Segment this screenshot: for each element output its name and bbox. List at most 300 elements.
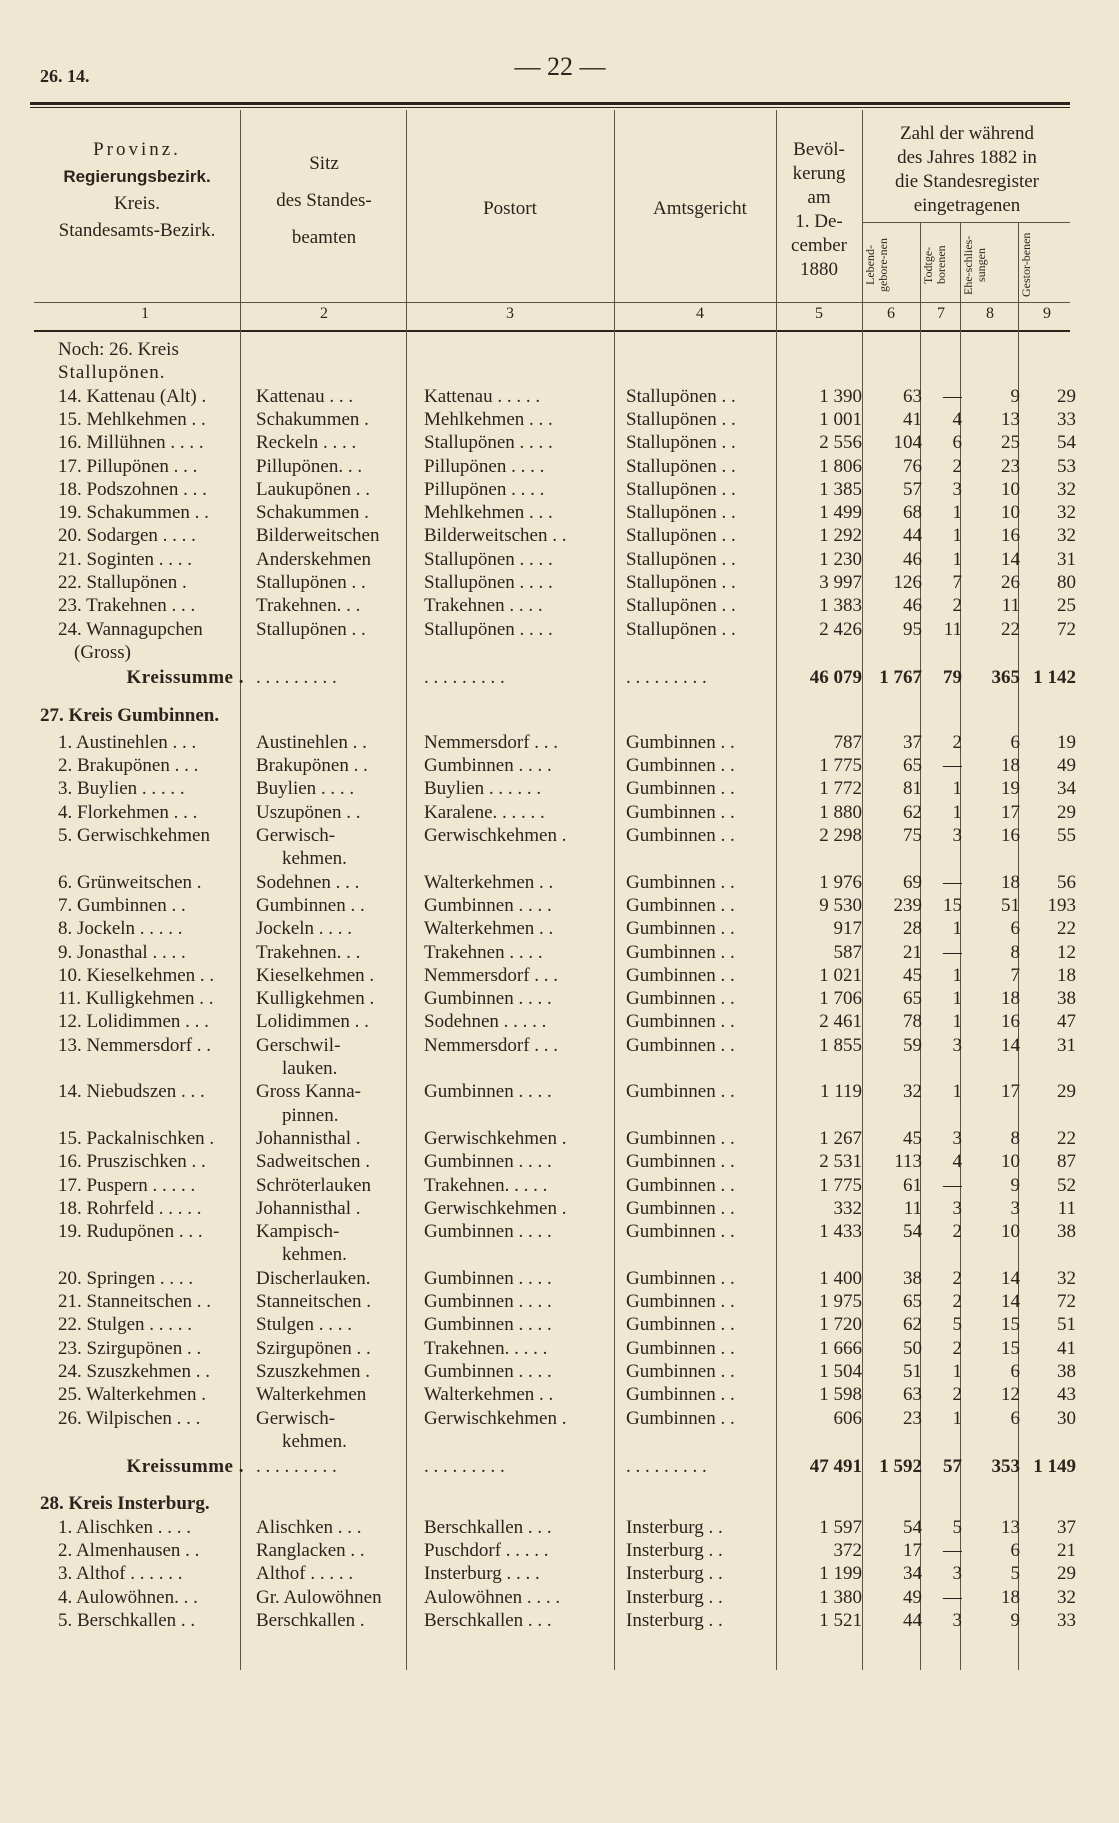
cell-amtsgericht: Insterburg . .: [626, 1540, 723, 1561]
cell-amtsgericht: Gumbinnen . .: [626, 1360, 735, 1382]
cell-sitz: Anderskehmen: [256, 548, 372, 570]
cell-standesamt: 12. Lolidimmen . . .: [58, 1011, 209, 1033]
colnum-3: 3: [506, 305, 514, 322]
cell-postort: Mehlkehmen . . .: [424, 502, 553, 524]
header-lebendgeborene: Lebend-gebore-nen: [863, 238, 890, 292]
cell-sitz-cont: lauken.: [282, 1058, 338, 1079]
section-title: Stallupönen.: [58, 362, 166, 384]
cell-postort: Gerwischkehmen .: [424, 1407, 567, 1429]
cell-amtsgericht: Gumbinnen . .: [626, 1221, 735, 1243]
cell-eheschliessungen: 18: [1001, 871, 1020, 893]
cell-todtgeborene: 2: [952, 455, 962, 477]
cell-gestorbene: 18: [1057, 964, 1076, 986]
table-row: [0, 618, 1119, 642]
table-row: [0, 987, 1119, 1011]
cell-todtgeborene: 1: [952, 502, 962, 524]
cell-gestorbene: 52: [1057, 1174, 1076, 1196]
table-row: [0, 894, 1119, 918]
cell-postort: Berschkallen . . .: [424, 1516, 552, 1538]
header-bev-1: Bevöl-: [793, 139, 845, 160]
cell-lebendgeborene: 49: [903, 1586, 922, 1608]
cell-gestorbene: 29: [1057, 1081, 1076, 1103]
header-bev-3: am: [807, 187, 831, 208]
cell-eheschliessungen: 5: [1010, 1563, 1020, 1585]
cell-sitz-cont: kehmen.: [282, 1430, 347, 1452]
cell-lebendgeborene: 44: [903, 525, 922, 547]
cell-todtgeborene: —: [943, 755, 962, 777]
cell-gestorbene: 37: [1057, 1516, 1076, 1538]
cell-amtsgericht: Gumbinnen . .: [626, 964, 735, 986]
cell-standesamt: 24. Szuszkehmen . .: [58, 1360, 210, 1382]
cell-gestorbene: 47: [1057, 1011, 1076, 1033]
cell-todtgeborene: —: [943, 385, 962, 407]
table-row: [0, 1609, 1119, 1633]
cell-todtgeborene: 2: [952, 595, 962, 617]
cell-amtsgericht: Gumbinnen . .: [626, 825, 735, 846]
cell-amtsgericht: Stallupönen . .: [626, 618, 736, 640]
cell-postort: Gumbinnen . . . .: [424, 894, 552, 916]
cell-lebendgeborene: 17: [903, 1540, 922, 1561]
cell-eheschliessungen: 10: [1001, 478, 1020, 500]
cell-amtsgericht: Stallupönen . .: [626, 525, 736, 547]
cell-gestorbene: 29: [1057, 801, 1076, 823]
cell-eheschliessungen: 18: [1001, 1586, 1020, 1608]
table-row: [0, 1010, 1119, 1034]
cell-postort: Nemmersdorf . . .: [424, 731, 559, 753]
cell-postort: Gumbinnen . . . .: [424, 1221, 552, 1243]
cell-sitz: Sodehnen . . .: [256, 871, 360, 893]
cell-amtsgericht: Stallupönen . .: [626, 408, 736, 430]
cell-sitz: Jockeln . . . .: [256, 918, 353, 940]
cell-todtgeborene: 3: [952, 1034, 962, 1056]
cell-todtgeborene: 3: [952, 825, 962, 846]
cell-amtsgericht: Stallupönen . .: [626, 548, 736, 570]
cell-bevoelkerung: 1 597: [819, 1516, 862, 1538]
cell-lebendgeborene: 62: [903, 801, 922, 823]
cell-amtsgericht: Stallupönen . .: [626, 595, 736, 617]
sum-gestorbene: 1 149: [1033, 1456, 1076, 1478]
cell-postort: Gumbinnen . . . .: [424, 988, 552, 1010]
cell-sitz: Lolidimmen . .: [256, 1011, 369, 1033]
colnum-4: 4: [696, 305, 704, 322]
cell-postort: Gumbinnen . . . .: [424, 1267, 552, 1289]
cell-todtgeborene: 2: [952, 1221, 962, 1243]
cell-bevoelkerung: 332: [833, 1197, 862, 1219]
cell-standesamt: 17. Puspern . . . . .: [58, 1174, 196, 1196]
cell-bevoelkerung: 587: [833, 941, 862, 963]
cell-bevoelkerung: 1 230: [819, 548, 862, 570]
cell-postort: Berschkallen . . .: [424, 1609, 552, 1631]
cell-amtsgericht: Gumbinnen . .: [626, 1267, 735, 1289]
cell-standesamt: 3. Buylien . . . . .: [58, 778, 185, 800]
cell-amtsgericht: Insterburg . .: [626, 1516, 723, 1538]
cell-amtsgericht: Insterburg . .: [626, 1563, 723, 1585]
cell-gestorbene: 55: [1057, 825, 1076, 846]
table-row: [0, 871, 1119, 895]
cell-lebendgeborene: 46: [903, 548, 922, 570]
cell-bevoelkerung: 1 267: [819, 1127, 862, 1149]
cell-postort: Stallupönen . . . .: [424, 618, 553, 640]
header-col2: [244, 150, 404, 251]
cell-postort: Walterkehmen . .: [424, 1384, 554, 1406]
table-row: [0, 964, 1119, 988]
cell-sitz: Althof . . . . .: [256, 1563, 354, 1585]
cell-standesamt: 16. Millühnen . . . .: [58, 432, 204, 454]
cell-lebendgeborene: 32: [903, 1081, 922, 1103]
cell-bevoelkerung: 1 400: [819, 1267, 862, 1289]
cell-amtsgericht: Gumbinnen . .: [626, 1081, 735, 1103]
cell-standesamt: 3. Althof . . . . . .: [58, 1563, 183, 1585]
cell-standesamt: 15. Mehlkehmen . .: [58, 408, 206, 430]
table-row: [0, 1407, 1119, 1431]
table-row: [0, 1586, 1119, 1610]
cell-todtgeborene: 5: [952, 1314, 962, 1336]
cell-standesamt: 5. Gerwischkehmen: [58, 825, 210, 846]
cell-lebendgeborene: 21: [903, 941, 922, 963]
cell-standesamt: 7. Gumbinnen . .: [58, 894, 186, 916]
cell-eheschliessungen: 12: [1001, 1384, 1020, 1406]
cell-postort: Gumbinnen . . . .: [424, 1360, 552, 1382]
table-row: [0, 455, 1119, 479]
sum-todtgeborene: 79: [943, 667, 962, 689]
sum-eheschliessungen: 365: [991, 667, 1020, 689]
cell-sitz: Laukupönen . .: [256, 478, 370, 500]
cell-standesamt: 10. Kieselkehmen . .: [58, 964, 215, 986]
cell-gestorbene: 32: [1057, 478, 1076, 500]
sum-bevoelkerung: 47 491: [809, 1456, 862, 1478]
cell-gestorbene: 38: [1057, 1360, 1076, 1382]
cell-todtgeborene: 3: [952, 1609, 962, 1631]
table-row: [0, 917, 1119, 941]
table-row: [0, 754, 1119, 778]
sum-dots-sitz: . . . . . . . . .: [256, 667, 337, 689]
cell-bevoelkerung: 9 530: [819, 894, 862, 916]
cell-eheschliessungen: 15: [1001, 1337, 1020, 1359]
cell-gestorbene: 31: [1057, 548, 1076, 570]
cell-lebendgeborene: 45: [903, 964, 922, 986]
cell-postort: Gerwischkehmen .: [424, 1127, 567, 1149]
cell-eheschliessungen: 22: [1001, 618, 1020, 640]
cell-standesamt: 9. Jonasthal . . . .: [58, 941, 186, 963]
cell-standesamt: 20. Sodargen . . . .: [58, 525, 196, 547]
cell-bevoelkerung: 2 556: [819, 432, 862, 454]
cell-sitz: Buylien . . . .: [256, 778, 355, 800]
table-row: [0, 1220, 1119, 1244]
cell-amtsgericht: Gumbinnen . .: [626, 1314, 735, 1336]
cell-eheschliessungen: 10: [1001, 502, 1020, 524]
header-bottom-rule: [34, 330, 1070, 332]
cell-standesamt: 13. Nemmersdorf . .: [58, 1034, 212, 1056]
cell-standesamt: 4. Aulowöhnen. . .: [58, 1586, 198, 1608]
cell-amtsgericht: Gumbinnen . .: [626, 894, 735, 916]
cell-bevoelkerung: 2 461: [819, 1011, 862, 1033]
cell-eheschliessungen: 8: [1010, 941, 1020, 963]
cell-sitz: Johannisthal .: [256, 1127, 361, 1149]
cell-amtsgericht: Gumbinnen . .: [626, 731, 735, 753]
cell-sitz: Gr. Aulowöhnen: [256, 1586, 382, 1608]
cell-gestorbene: 72: [1057, 1291, 1076, 1312]
header-group-4: eingetragenen: [913, 195, 1021, 216]
cell-amtsgericht: Insterburg . .: [626, 1586, 723, 1608]
cell-bevoelkerung: 1 292: [819, 525, 862, 547]
cell-gestorbene: 32: [1057, 502, 1076, 524]
cell-lebendgeborene: 81: [903, 778, 922, 800]
cell-standesamt: 19. Schakummen . .: [58, 502, 209, 524]
cell-eheschliessungen: 16: [1001, 825, 1020, 846]
cell-standesamt: 15. Packalnischken .: [58, 1127, 215, 1149]
sum-lebendgeborene: 1 767: [879, 667, 922, 689]
cell-lebendgeborene: 65: [903, 988, 922, 1010]
cell-lebendgeborene: 104: [893, 432, 922, 454]
cell-sitz: Alischken . . .: [256, 1516, 362, 1538]
cell-gestorbene: 19: [1057, 731, 1076, 753]
cell-eheschliessungen: 17: [1001, 801, 1020, 823]
cell-sitz: Discherlauken.: [256, 1267, 371, 1289]
sum-todtgeborene: 57: [943, 1456, 962, 1478]
cell-sitz-cont: kehmen.: [282, 1244, 347, 1266]
cell-eheschliessungen: 19: [1001, 778, 1020, 800]
cell-eheschliessungen: 7: [1010, 964, 1020, 986]
cell-todtgeborene: 1: [952, 548, 962, 570]
table-row: [0, 1150, 1119, 1174]
cell-todtgeborene: 3: [952, 1127, 962, 1149]
cell-todtgeborene: 3: [952, 478, 962, 500]
cell-gestorbene: 31: [1057, 1034, 1076, 1056]
cell-eheschliessungen: 26: [1001, 572, 1020, 593]
cell-amtsgericht: Gumbinnen . .: [626, 1291, 735, 1312]
header-rule: [34, 302, 1070, 303]
cell-eheschliessungen: 10: [1001, 1221, 1020, 1243]
cell-lebendgeborene: 69: [903, 871, 922, 893]
header-des-standes: des Standes-: [276, 190, 372, 211]
cell-todtgeborene: 1: [952, 778, 962, 800]
table-row: [0, 524, 1119, 548]
colnum-8: 8: [986, 305, 994, 322]
table-row: [0, 408, 1119, 432]
header-eheschliessungen: Ehe-schlies-sungen: [961, 235, 988, 295]
cell-todtgeborene: 2: [952, 1337, 962, 1359]
cell-todtgeborene: 1: [952, 1011, 962, 1033]
cell-eheschliessungen: 8: [1010, 1127, 1020, 1149]
cell-bevoelkerung: 3 997: [819, 572, 862, 593]
colnum-2: 2: [320, 305, 328, 322]
cell-bevoelkerung: 372: [833, 1540, 862, 1561]
cell-bevoelkerung: 1 666: [819, 1337, 862, 1359]
cell-gestorbene: 32: [1057, 525, 1076, 547]
header-group-3: die Standesregister: [894, 171, 1040, 192]
cell-bevoelkerung: 2 531: [819, 1151, 862, 1173]
cell-sitz: Bilderweitschen: [256, 525, 380, 547]
table-row-continuation: [0, 1057, 1119, 1081]
cell-eheschliessungen: 18: [1001, 988, 1020, 1010]
table-row: [0, 1360, 1119, 1384]
header-postort: Postort: [483, 198, 537, 219]
cell-bevoelkerung: 1 521: [819, 1609, 862, 1631]
cell-bevoelkerung: 1 855: [819, 1034, 862, 1056]
cell-amtsgericht: Stallupönen . .: [626, 432, 736, 454]
table-row: [0, 1313, 1119, 1337]
cell-postort: Nemmersdorf . . .: [424, 964, 559, 986]
cell-gestorbene: 12: [1057, 941, 1076, 963]
cell-amtsgericht: Gumbinnen . .: [626, 1034, 735, 1056]
cell-sitz: Brakupönen . .: [256, 755, 368, 777]
cell-gestorbene: 34: [1057, 778, 1076, 800]
cell-bevoelkerung: 606: [833, 1407, 862, 1429]
cell-gestorbene: 21: [1057, 1540, 1076, 1561]
sum-lebendgeborene: 1 592: [879, 1456, 922, 1478]
page-number: — 22 —: [514, 52, 606, 81]
cell-standesamt: 21. Soginten . . . .: [58, 548, 193, 570]
cell-sitz: Stanneitschen .: [256, 1291, 372, 1312]
header-bev-6: 1880: [800, 259, 838, 280]
cell-sitz-cont: pinnen.: [282, 1104, 339, 1126]
cell-standesamt: 26. Wilpischen . . .: [58, 1407, 201, 1429]
cell-amtsgericht: Gumbinnen . .: [626, 1011, 735, 1033]
cell-postort: Nemmersdorf . . .: [424, 1034, 559, 1056]
cell-todtgeborene: 15: [943, 894, 962, 916]
colnum-7: 7: [937, 305, 945, 322]
cell-gestorbene: 38: [1057, 1221, 1076, 1243]
header-bev-4: 1. De-: [795, 211, 843, 232]
cell-standesamt: 1. Alischken . . . .: [58, 1516, 191, 1538]
cell-bevoelkerung: 1 975: [819, 1291, 862, 1312]
header-provinz: Provinz.: [93, 139, 181, 160]
cell-sitz: Uszupönen . .: [256, 801, 361, 823]
cell-lebendgeborene: 59: [903, 1034, 922, 1056]
header-group-1: Zahl der während: [900, 123, 1034, 144]
cell-bevoelkerung: 1 775: [819, 1174, 862, 1196]
sum-dots-amt: . . . . . . . . .: [626, 1456, 707, 1478]
cell-amtsgericht: Gumbinnen . .: [626, 988, 735, 1010]
cell-bevoelkerung: 917: [833, 918, 862, 940]
cell-lebendgeborene: 76: [903, 455, 922, 477]
cell-bevoelkerung: 1 199: [819, 1563, 862, 1585]
cell-gestorbene: 29: [1057, 1563, 1076, 1585]
cell-amtsgericht: Stallupönen . .: [626, 572, 736, 593]
cell-postort: Walterkehmen . .: [424, 871, 554, 893]
cell-lebendgeborene: 37: [903, 731, 922, 753]
cell-eheschliessungen: 6: [1010, 1407, 1020, 1429]
cell-todtgeborene: 3: [952, 1563, 962, 1585]
cell-gestorbene: 33: [1057, 408, 1076, 430]
cell-eheschliessungen: 9: [1010, 1174, 1020, 1196]
cell-bevoelkerung: 1 383: [819, 595, 862, 617]
cell-sitz: Schakummen .: [256, 408, 369, 430]
cell-amtsgericht: Stallupönen . .: [626, 385, 736, 407]
cell-postort: Trakehnen. . . . .: [424, 1174, 548, 1196]
cell-postort: Trakehnen . . . .: [424, 941, 543, 963]
cell-eheschliessungen: 16: [1001, 525, 1020, 547]
cell-bevoelkerung: 2 426: [819, 618, 862, 640]
cell-postort: Gerwischkehmen .: [424, 1197, 567, 1219]
cell-eheschliessungen: 9: [1010, 385, 1020, 407]
cell-sitz: Trakehnen. . .: [256, 595, 361, 617]
cell-sitz: Stallupönen . .: [256, 572, 366, 593]
cell-todtgeborene: 7: [952, 572, 962, 593]
cell-todtgeborene: —: [943, 1174, 962, 1196]
sum-dots-sitz: . . . . . . . . .: [256, 1456, 337, 1478]
cell-lebendgeborene: 54: [903, 1221, 922, 1243]
cell-amtsgericht: Gumbinnen . .: [626, 778, 735, 800]
cell-sitz: Szirgupönen . .: [256, 1337, 371, 1359]
cell-eheschliessungen: 13: [1001, 1516, 1020, 1538]
cell-lebendgeborene: 50: [903, 1337, 922, 1359]
table-row: [0, 594, 1119, 618]
cell-gestorbene: 80: [1057, 572, 1076, 593]
cell-eheschliessungen: 14: [1001, 1267, 1020, 1289]
cell-standesamt: 20. Springen . . . .: [58, 1267, 194, 1289]
cell-standesamt: 19. Rudupönen . . .: [58, 1221, 203, 1243]
header-sitz: Sitz: [309, 153, 339, 174]
cell-lebendgeborene: 62: [903, 1314, 922, 1336]
cell-amtsgericht: Gumbinnen . .: [626, 1174, 735, 1196]
section-title: Noch: 26. Kreis: [58, 339, 179, 360]
header-gestorbene: Gestor-benen: [1019, 232, 1033, 298]
cell-gestorbene: 32: [1057, 1267, 1076, 1289]
cell-lebendgeborene: 239: [893, 894, 922, 916]
cell-standesamt: 14. Niebudszen . . .: [58, 1081, 205, 1103]
table-row: [0, 1197, 1119, 1221]
cell-standesamt-cont: (Gross): [74, 641, 131, 663]
cell-bevoelkerung: 1 119: [819, 1081, 862, 1103]
cell-standesamt: 21. Stanneitschen . .: [58, 1291, 212, 1312]
cell-lebendgeborene: 44: [903, 1609, 922, 1631]
cell-postort: Gumbinnen . . . .: [424, 1081, 552, 1103]
cell-postort: Stallupönen . . . .: [424, 572, 553, 593]
cell-bevoelkerung: 1 976: [819, 871, 862, 893]
cell-eheschliessungen: 14: [1001, 548, 1020, 570]
cell-sitz: Kattenau . . .: [256, 385, 354, 407]
colnum-5: 5: [815, 305, 823, 322]
cell-sitz: Austinehlen . .: [256, 731, 367, 753]
sum-row: [0, 1455, 1119, 1479]
cell-todtgeborene: 1: [952, 918, 962, 940]
table-row: [0, 941, 1119, 965]
sum-label: Kreissumme .: [126, 1456, 244, 1478]
cell-lebendgeborene: 51: [903, 1360, 922, 1382]
cell-amtsgericht: Gumbinnen . .: [626, 1407, 735, 1429]
cell-standesamt: 22. Stallupönen .: [58, 572, 187, 593]
cell-standesamt: 1. Austinehlen . . .: [58, 731, 197, 753]
cell-todtgeborene: —: [943, 941, 962, 963]
cell-sitz: Walterkehmen: [256, 1384, 367, 1406]
header-col1: [34, 136, 240, 244]
cell-lebendgeborene: 46: [903, 595, 922, 617]
cell-standesamt: 22. Stulgen . . . . .: [58, 1314, 193, 1336]
cell-gestorbene: 30: [1057, 1407, 1076, 1429]
cell-gestorbene: 43: [1057, 1384, 1076, 1406]
cell-postort: Stallupönen . . . .: [424, 432, 553, 454]
cell-todtgeborene: 2: [952, 1291, 962, 1312]
cell-gestorbene: 53: [1057, 455, 1076, 477]
cell-todtgeborene: —: [943, 871, 962, 893]
cell-sitz: Stulgen . . . .: [256, 1314, 353, 1336]
cell-standesamt: 16. Pruszischken . .: [58, 1151, 206, 1173]
cell-todtgeborene: —: [943, 1540, 962, 1561]
table-row: [0, 1539, 1119, 1563]
cell-postort: Stallupönen . . . .: [424, 548, 553, 570]
cell-todtgeborene: 4: [952, 1151, 962, 1173]
table-row: [0, 731, 1119, 755]
cell-eheschliessungen: 51: [1001, 894, 1020, 916]
cell-lebendgeborene: 68: [903, 502, 922, 524]
table-row: [0, 501, 1119, 525]
colnum-6: 6: [887, 305, 895, 322]
header-group-rule: [862, 222, 1070, 223]
cell-postort: Gumbinnen . . . .: [424, 1314, 552, 1336]
cell-postort: Pillupönen . . . .: [424, 478, 545, 500]
cell-amtsgericht: Gumbinnen . .: [626, 801, 735, 823]
